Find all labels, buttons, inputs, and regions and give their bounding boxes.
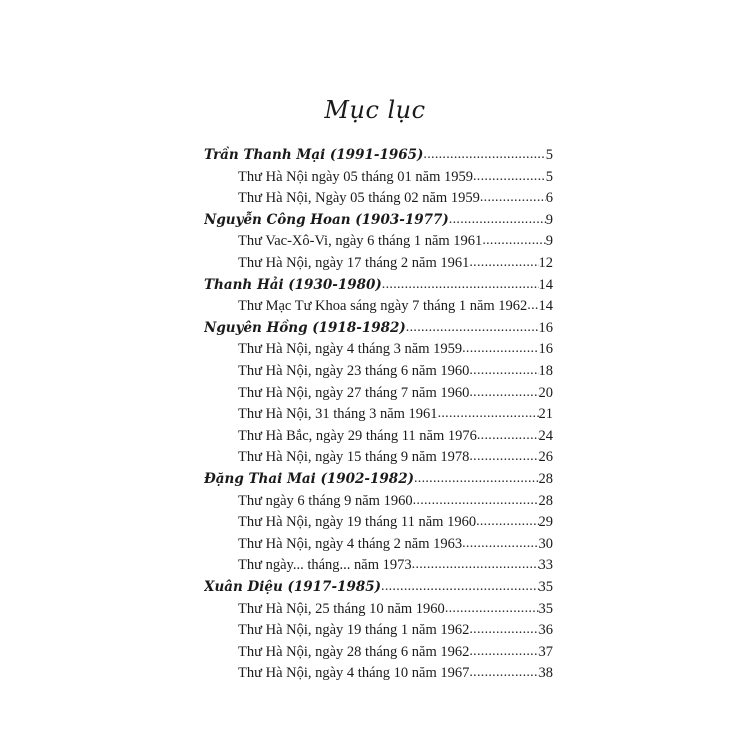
toc-page-number: 5	[545, 168, 553, 185]
toc-page-number: 16	[538, 341, 553, 358]
toc-page-number: 30	[538, 535, 553, 552]
toc-entry-label: Thư Hà Nội, ngày 17 tháng 2 năm 1961	[238, 255, 470, 271]
toc-section-row	[204, 207, 553, 229]
toc-entry-row	[238, 401, 553, 423]
toc-section-row	[204, 315, 553, 337]
toc-leader-dots	[462, 340, 538, 358]
toc-section-label: Đặng Thai Mai (1902-1982)	[204, 471, 414, 487]
toc-leader-dots	[449, 211, 546, 229]
toc-leader-dots	[438, 405, 539, 423]
toc-leader-dots	[381, 578, 538, 596]
toc-entry-row	[238, 250, 553, 272]
toc-section-label: Thanh Hải (1930-1980)	[204, 276, 382, 293]
toc-leader-dots	[469, 621, 538, 639]
toc-entry-row	[238, 617, 553, 639]
toc-entry-row	[238, 423, 553, 445]
toc-entry-label: Thư Hà Nội, ngày 19 tháng 1 năm 1962	[238, 622, 470, 639]
toc-entry-row	[238, 228, 553, 250]
toc-leader-dots	[406, 319, 539, 337]
toc-leader-dots	[473, 168, 546, 186]
toc-leader-dots	[382, 276, 539, 294]
toc-page-number: 14	[538, 298, 553, 315]
toc-entry-row	[238, 531, 553, 553]
toc-entry-label: Thư Hà Nội, ngày 4 tháng 3 năm 1959	[238, 341, 463, 358]
toc-leader-dots	[412, 556, 539, 574]
toc-entry-label: Thư Hà Nội ngày 05 tháng 01 năm 1959	[238, 168, 473, 185]
toc-entry-row	[238, 293, 553, 315]
toc-entry-label: Thư Vac-Xô-Vi, ngày 6 tháng 1 năm 1961	[238, 233, 483, 250]
toc-entry-label: Thư Hà Nội, ngày 28 tháng 6 năm 1962	[238, 643, 470, 660]
toc-page-number: 36	[538, 622, 553, 639]
toc-entry-row	[238, 660, 553, 682]
toc-entry-row	[238, 639, 553, 661]
toc-section-row	[204, 574, 553, 596]
toc-entry-label: Thư Hà Nội, 31 tháng 3 năm 1961	[238, 406, 438, 423]
toc-leader-dots	[469, 664, 538, 682]
toc-section-label: Nguyên Hồng (1918-1982)	[204, 319, 406, 336]
toc-entry-row	[238, 164, 553, 186]
toc-entry-row	[238, 596, 553, 618]
toc-page-number: 16	[538, 319, 553, 336]
toc-entry-label: Thư ngày... tháng... năm 1973	[238, 557, 412, 574]
toc-section-row	[204, 272, 553, 294]
toc-entry-row	[238, 509, 553, 531]
toc-page-number: 14	[538, 276, 553, 293]
toc-page-number: 9	[545, 233, 553, 250]
toc-leader-dots	[476, 513, 538, 531]
toc-entry-label: Thư Hà Nội, ngày 15 tháng 9 năm 1978	[238, 449, 470, 466]
toc-page-number: 6	[545, 190, 553, 207]
toc-leader-dots	[414, 470, 539, 488]
toc-title: Mục lục	[324, 96, 426, 124]
toc-page-number: 35	[538, 579, 553, 595]
toc-page-number: 38	[538, 665, 553, 682]
toc-leader-dots	[477, 427, 539, 445]
toc-page-number: 28	[538, 471, 553, 487]
toc-entry-label: Thư Hà Bắc, ngày 29 tháng 11 năm 1976	[238, 427, 477, 444]
toc-page-number: 26	[538, 449, 553, 466]
toc-page-number: 21	[538, 406, 553, 423]
toc-leader-dots	[469, 643, 538, 661]
toc-leader-dots	[445, 600, 539, 618]
toc-section-label: Xuân Diệu (1917-1985)	[204, 579, 382, 595]
toc-leader-dots	[480, 189, 546, 207]
toc-leader-dots	[462, 535, 538, 553]
toc-entry-label: Thư Hà Nội, ngày 23 tháng 6 năm 1960	[238, 363, 470, 379]
toc-entry-label: Thư Hà Nội, 25 tháng 10 năm 1960	[238, 600, 445, 617]
toc-page-number: 18	[538, 363, 553, 379]
toc-entry-row	[238, 380, 553, 402]
toc-entry-label: Thư Hà Nội, Ngày 05 tháng 02 năm 1959	[238, 190, 480, 207]
toc-page-number: 33	[538, 557, 553, 574]
toc-section-row	[204, 142, 553, 164]
toc-page-number: 28	[538, 492, 553, 509]
toc-entry-label: Thư Hà Nội, ngày 19 tháng 11 năm 1960	[238, 514, 477, 531]
toc-leader-dots	[527, 297, 538, 315]
toc-entry-label: Thư Mạc Tư Khoa sáng ngày 7 tháng 1 năm 1962	[238, 298, 528, 315]
toc-entry-row	[238, 358, 553, 380]
toc-leader-dots	[469, 362, 538, 380]
toc-page-number: 24	[538, 427, 553, 444]
toc-page-number: 29	[538, 514, 553, 531]
toc-leader-dots	[413, 492, 539, 510]
toc-entry-label: Thư ngày 6 tháng 9 năm 1960	[238, 492, 413, 509]
toc-entry-row	[238, 336, 553, 358]
toc-leader-dots	[482, 232, 545, 250]
toc-leader-dots	[469, 448, 538, 466]
toc-page-number: 37	[538, 643, 553, 660]
toc-page-number: 9	[545, 211, 553, 228]
toc-entry-row	[238, 552, 553, 574]
toc-entry-row	[238, 488, 553, 510]
toc-entry-label: Thư Hà Nội, ngày 4 tháng 10 năm 1967	[238, 665, 470, 682]
toc-entry-label: Thư Hà Nội, ngày 4 tháng 2 năm 1963	[238, 535, 463, 552]
toc-page-number: 35	[538, 600, 553, 617]
toc-section-label: Nguyễn Công Hoan (1903-1977)	[204, 211, 449, 228]
toc-leader-dots	[469, 384, 538, 402]
toc-entry-row	[238, 444, 553, 466]
toc-leader-dots	[469, 254, 538, 272]
toc-page-number: 12	[538, 255, 553, 271]
toc-page-number: 5	[545, 147, 553, 163]
toc-section-row	[204, 466, 553, 488]
toc-section-label: Trần Thanh Mại (1991-1965)	[204, 147, 424, 163]
toc-entry-row	[238, 185, 553, 207]
toc-entry-label: Thư Hà Nội, ngày 27 tháng 7 năm 1960	[238, 384, 470, 401]
toc-page-number: 20	[538, 384, 553, 401]
toc-leader-dots	[423, 146, 545, 164]
